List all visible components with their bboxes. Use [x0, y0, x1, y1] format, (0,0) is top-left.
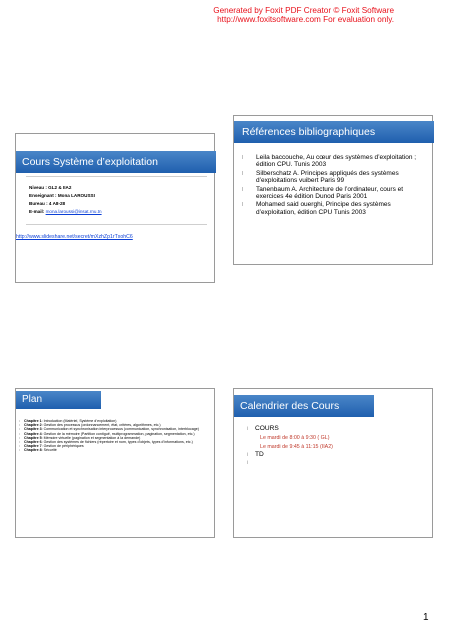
- cours-label: COURS: [255, 425, 279, 432]
- list-item: l Chapitre 6: Gestion des systèmes de fichiers (répertoire et nom, types d’objets, types d’informations, etc.): [19, 440, 193, 445]
- td-label: TD: [255, 451, 264, 458]
- watermark-line-2: http://www.foxitsoftware.com For evaluation only.: [217, 15, 394, 24]
- reference-list: [242, 154, 428, 217]
- chapter-list: [19, 419, 204, 453]
- slide-schedule: [233, 388, 433, 538]
- bullet-icon: l: [242, 155, 244, 161]
- email-row: [29, 208, 102, 216]
- cours-time-gl: Le mardi de 8:00 à 9:30 ( GL): [260, 435, 330, 441]
- list-item: l Chapitre 8: Sécurité: [19, 448, 57, 453]
- slide-title: Calendrier des Cours: [234, 395, 374, 417]
- slide-references: [233, 115, 433, 265]
- bullet-icon: l: [19, 423, 20, 428]
- level-text: Niveau : GL2 & IIA2: [29, 185, 72, 190]
- teacher-text: Enseignant : Mona LAROUSSI: [29, 193, 95, 198]
- bullet-icon: l: [242, 202, 244, 209]
- slide-title: Plan: [16, 391, 101, 409]
- schedule-list: [247, 425, 427, 467]
- email-link[interactable]: mona.laroussi@insat.rnu.tn: [45, 209, 102, 214]
- bullet-icon: l: [247, 460, 248, 465]
- slideshare-link[interactable]: http://www.slideshare.net/secret/mXzhZp1rTxohC6: [16, 234, 133, 240]
- bullet-icon: l: [19, 448, 20, 453]
- bullet-icon: l: [242, 170, 244, 177]
- list-item: l Chapitre 1: Introduction (Matériel, Système d’exploitation): [19, 419, 117, 423]
- office-text: Bureau : 4 A8-28: [29, 201, 66, 206]
- list-item: [247, 451, 427, 459]
- bullet-icon: l: [19, 444, 20, 449]
- bullet-icon: l: [247, 426, 248, 431]
- slide-title: Cours Système d’exploitation: [16, 151, 216, 173]
- bullet-icon: l: [247, 452, 248, 457]
- course-info: [29, 184, 102, 216]
- list-item: l Chapitre 3: Communication et synchronisation interprocessus (communication, synchronisation, interblocage): [19, 427, 199, 432]
- bullet-icon: l: [19, 431, 20, 436]
- page-number: 1: [423, 612, 429, 623]
- slide-title: Références bibliographiques: [234, 121, 434, 143]
- list-item: l Chapitre 5: Mémoire virtuelle (pagination et segmentation à la demande): [19, 435, 141, 440]
- list-item: l Chapitre 7: Gestion de périphériques: [19, 444, 84, 449]
- slide-course-title: [15, 133, 215, 283]
- bullet-icon: l: [19, 435, 20, 440]
- bullet-icon: l: [19, 440, 20, 445]
- list-item: l Chapitre 2: Gestion des processus (ordonnancement, état, critères, algorithmes, etc.): [19, 423, 161, 428]
- list-item: l Silberschatz A. Principes appliqués des systèmes d’exploitations vuibert Paris 99: [242, 169, 399, 185]
- cours-time-iia2: Le mardi de 9:45 à 11:15 (IIA2): [260, 444, 333, 450]
- list-item: l Leila baccouche, Au cœur des systèmes d’exploitation ; édition CPU. Tunis 2003: [242, 154, 417, 169]
- list-item: [247, 459, 427, 467]
- slide-plan: [15, 388, 215, 538]
- email-label: E-mail:: [29, 209, 46, 214]
- bullet-icon: l: [19, 419, 20, 423]
- watermark-line-1: Generated by Foxit PDF Creator © Foxit Software: [213, 6, 394, 15]
- list-item: l Mohamed said ouerghi, Principe des systèmes d’exploitation, édition CPU Tunis 2003: [242, 201, 391, 216]
- bullet-icon: l: [242, 186, 244, 193]
- bullet-icon: l: [19, 427, 20, 432]
- list-item: l Chapitre 4: Gestion de la mémoire (Partition contiguë, multiprogrammation, pagination, segmentation, etc.): [19, 431, 195, 436]
- list-item: [247, 425, 427, 433]
- list-item: l Tanenbaum A. Architecture de l’ordinateur, cours et exercices 4e édition Dunod Paris 2001: [242, 185, 404, 201]
